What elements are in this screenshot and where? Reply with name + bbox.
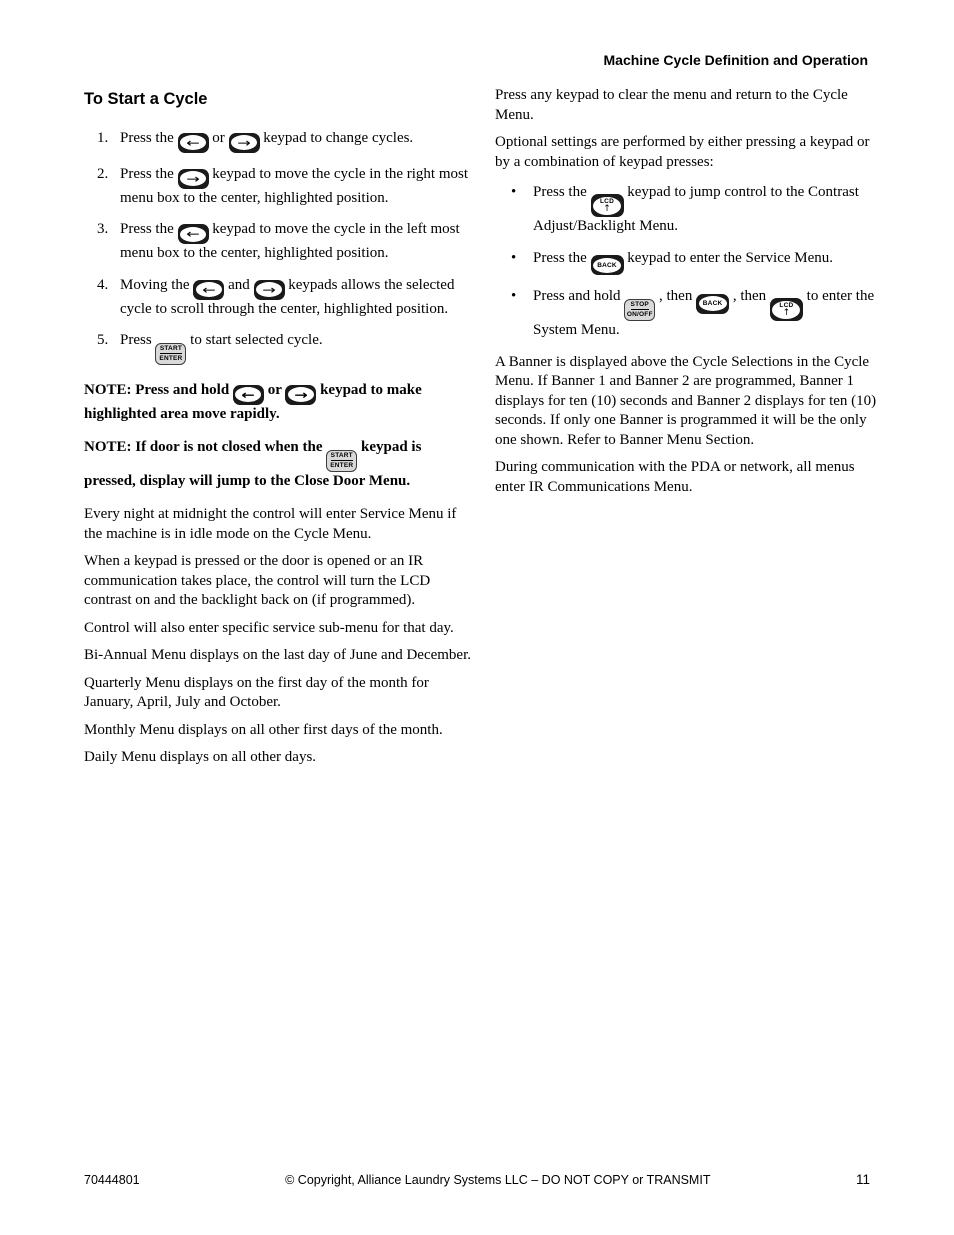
- right-arrow-glyph: →: [262, 282, 276, 297]
- text-segment: keypad to enter the Service Menu.: [623, 249, 834, 266]
- back-key-icon: [696, 294, 729, 314]
- page-number: 11: [855, 1172, 870, 1187]
- text-segment: , then: [729, 288, 770, 304]
- key-face: [180, 135, 206, 150]
- right-arrow-key-icon: [229, 133, 260, 153]
- list-number: 3.: [97, 221, 109, 237]
- text-segment: Press and hold: [533, 288, 625, 304]
- left-arrow-glyph: ←: [186, 135, 200, 150]
- bullet-text: [533, 287, 887, 341]
- left-arrow-key-icon: [193, 280, 224, 300]
- bullet-text: [533, 249, 887, 276]
- paragraph: Every night at midnight the control will enter Service Menu if the machine is in idle mode on the Cycle Menu.: [84, 506, 457, 542]
- page-header-title: Machine Cycle Definition and Operation: [603, 52, 868, 68]
- up-arrow-glyph: ↑: [603, 204, 611, 214]
- key-face: [593, 197, 621, 215]
- right-arrow-glyph: →: [186, 171, 200, 186]
- note-rapid-move: [84, 381, 472, 425]
- bullet-item-3: [495, 287, 887, 341]
- key-label-onoff: ON/OFF: [626, 311, 653, 318]
- text-segment: keypad to jump control to the Contrast Adjust/Backlight Menu.: [533, 184, 859, 234]
- key-face: [330, 452, 353, 469]
- text-segment: NOTE: If door is not closed when the: [84, 439, 327, 455]
- paragraph: During communication with the PDA or network, all menus enter IR Communications Menu.: [495, 459, 855, 495]
- list-item-2: [84, 165, 472, 209]
- key-label-lcd: LCD: [600, 198, 614, 205]
- list-item-text: [120, 129, 472, 153]
- text-segment: Press the: [533, 249, 591, 266]
- list-item-4: [84, 276, 472, 320]
- left-arrow-key-icon: [178, 133, 209, 153]
- key-label-start: START: [159, 345, 183, 352]
- right-arrow-glyph: →: [237, 135, 251, 150]
- key-face: [627, 301, 653, 318]
- bullet-item-2: [495, 249, 887, 276]
- list-number: 4.: [97, 276, 109, 293]
- list-number: 2.: [97, 165, 109, 182]
- list-number: 1.: [97, 129, 109, 146]
- right-arrow-key-icon: [178, 169, 209, 189]
- text-segment: keypad to move the cycle in the right most menu box to the center, highlighted position.: [120, 165, 469, 206]
- text-segment: NOTE: Press and hold: [84, 381, 233, 398]
- text-segment: keypad is pressed, display will jump to the Close Door Menu.: [84, 439, 422, 489]
- key-label-lcd: LCD: [779, 302, 794, 309]
- right-column: [495, 86, 887, 505]
- key-face: [180, 227, 206, 242]
- paragraph: Control will also enter specific service sub-menu for that day.: [84, 619, 454, 636]
- lcd-up-key-icon: [770, 298, 803, 321]
- paragraph: A Banner is displayed above the Cycle Selections in the Cycle Menu. If Banner 1 and Banner 2 are programmed, Banner 1 displays for ten (10) seconds and Banner 2 displays for ten (10) seconds. If only one Banner is programmed it will be the only one shown. Refer to Banner Menu Section.: [495, 353, 877, 448]
- start-enter-key-icon: [326, 450, 357, 472]
- lcd-up-key-icon: [591, 194, 624, 217]
- bullet-item-1: [495, 183, 887, 237]
- right-arrow-glyph: →: [294, 387, 308, 402]
- text-segment: or: [208, 129, 229, 146]
- list-item-3: [84, 220, 472, 264]
- left-arrow-key-icon: [233, 385, 264, 405]
- bullet-marker: •: [511, 184, 517, 200]
- text-segment: keypad to move the cycle in the left most menu box to the center, highlighted position.: [120, 221, 460, 261]
- right-arrow-key-icon: [285, 385, 316, 405]
- bullet-marker: •: [511, 288, 517, 304]
- key-face: [772, 301, 800, 319]
- list-item-text: [120, 165, 472, 209]
- key-face: [196, 282, 222, 297]
- key-label-back: BACK: [702, 300, 723, 307]
- key-face: [288, 387, 314, 402]
- key-label-stop: STOP: [630, 301, 649, 308]
- text-segment: keypad to make highlighted area move rapidly.: [84, 381, 422, 422]
- text-segment: Press the: [533, 184, 591, 200]
- key-face: [235, 387, 261, 402]
- text-segment: and: [224, 276, 254, 293]
- key-face: [699, 296, 727, 311]
- back-key-icon: [591, 255, 624, 275]
- paragraph: Bi-Annual Menu displays on the last day of June and December.: [84, 647, 471, 663]
- key-face: [159, 345, 182, 362]
- list-item-text: [120, 331, 472, 365]
- paragraph: Monthly Menu displays on all other first days of the month.: [84, 721, 443, 738]
- text-segment: to enter the System Menu.: [533, 288, 875, 338]
- paragraph: Press any keypad to clear the menu and return to the Cycle Menu.: [495, 87, 848, 123]
- key-label-enter: ENTER: [330, 462, 354, 469]
- text-segment: keypads allows the selected cycle to scroll through the center, highlighted position.: [120, 276, 455, 317]
- text-segment: or: [263, 381, 286, 398]
- paragraph: When a keypad is pressed or the door is opened or an IR communication takes place, the control will turn the LCD contrast on and the backlight back on (if programmed).: [84, 553, 431, 608]
- text-segment: Press the: [120, 165, 178, 182]
- paragraph: Optional settings are performed by either pressing a keypad or by a combination of keypad presses:: [495, 134, 870, 170]
- list-number: 5.: [97, 332, 109, 348]
- text-segment: Moving the: [120, 276, 194, 293]
- key-label-start: START: [330, 452, 353, 459]
- start-enter-key-icon: [155, 343, 186, 365]
- left-arrow-key-icon: [178, 224, 209, 244]
- list-item-text: [120, 220, 472, 264]
- text-segment: to start selected cycle.: [186, 332, 323, 348]
- note-close-door: [84, 438, 472, 491]
- text-segment: Press: [120, 332, 156, 348]
- text-segment: Press the: [120, 129, 178, 146]
- up-arrow-glyph: ↑: [782, 308, 791, 318]
- paragraph: Quarterly Menu displays on the first day of the month for January, April, July and October.: [84, 674, 429, 710]
- stop-onoff-key-icon: [624, 299, 655, 321]
- left-arrow-glyph: ←: [241, 387, 256, 402]
- key-face: [256, 282, 282, 297]
- left-column: [84, 90, 472, 776]
- bullet-marker: •: [511, 249, 517, 266]
- text-segment: Press the: [120, 221, 178, 237]
- bullet-text: [533, 183, 887, 237]
- text-segment: , then: [655, 288, 697, 304]
- key-label-back: BACK: [597, 261, 617, 269]
- right-arrow-key-icon: [254, 280, 285, 300]
- key-face: [231, 135, 257, 150]
- left-arrow-glyph: ←: [186, 227, 200, 241]
- copyright-notice: © Copyright, Alliance Laundry Systems LLC – DO NOT COPY or TRANSMIT: [285, 1173, 711, 1187]
- page-footer: [84, 1172, 870, 1187]
- list-item-5: [84, 331, 472, 365]
- left-arrow-glyph: ←: [202, 282, 216, 297]
- text-segment: keypad to change cycles.: [259, 129, 414, 146]
- key-face: [180, 171, 206, 186]
- section-title: To Start a Cycle: [84, 90, 208, 108]
- key-label-enter: ENTER: [159, 355, 183, 362]
- list-item-text: [120, 276, 472, 320]
- key-face: [593, 258, 621, 273]
- paragraph: Daily Menu displays on all other days.: [84, 749, 317, 765]
- document-number: 70444801: [84, 1173, 140, 1187]
- list-item-1: [84, 129, 472, 153]
